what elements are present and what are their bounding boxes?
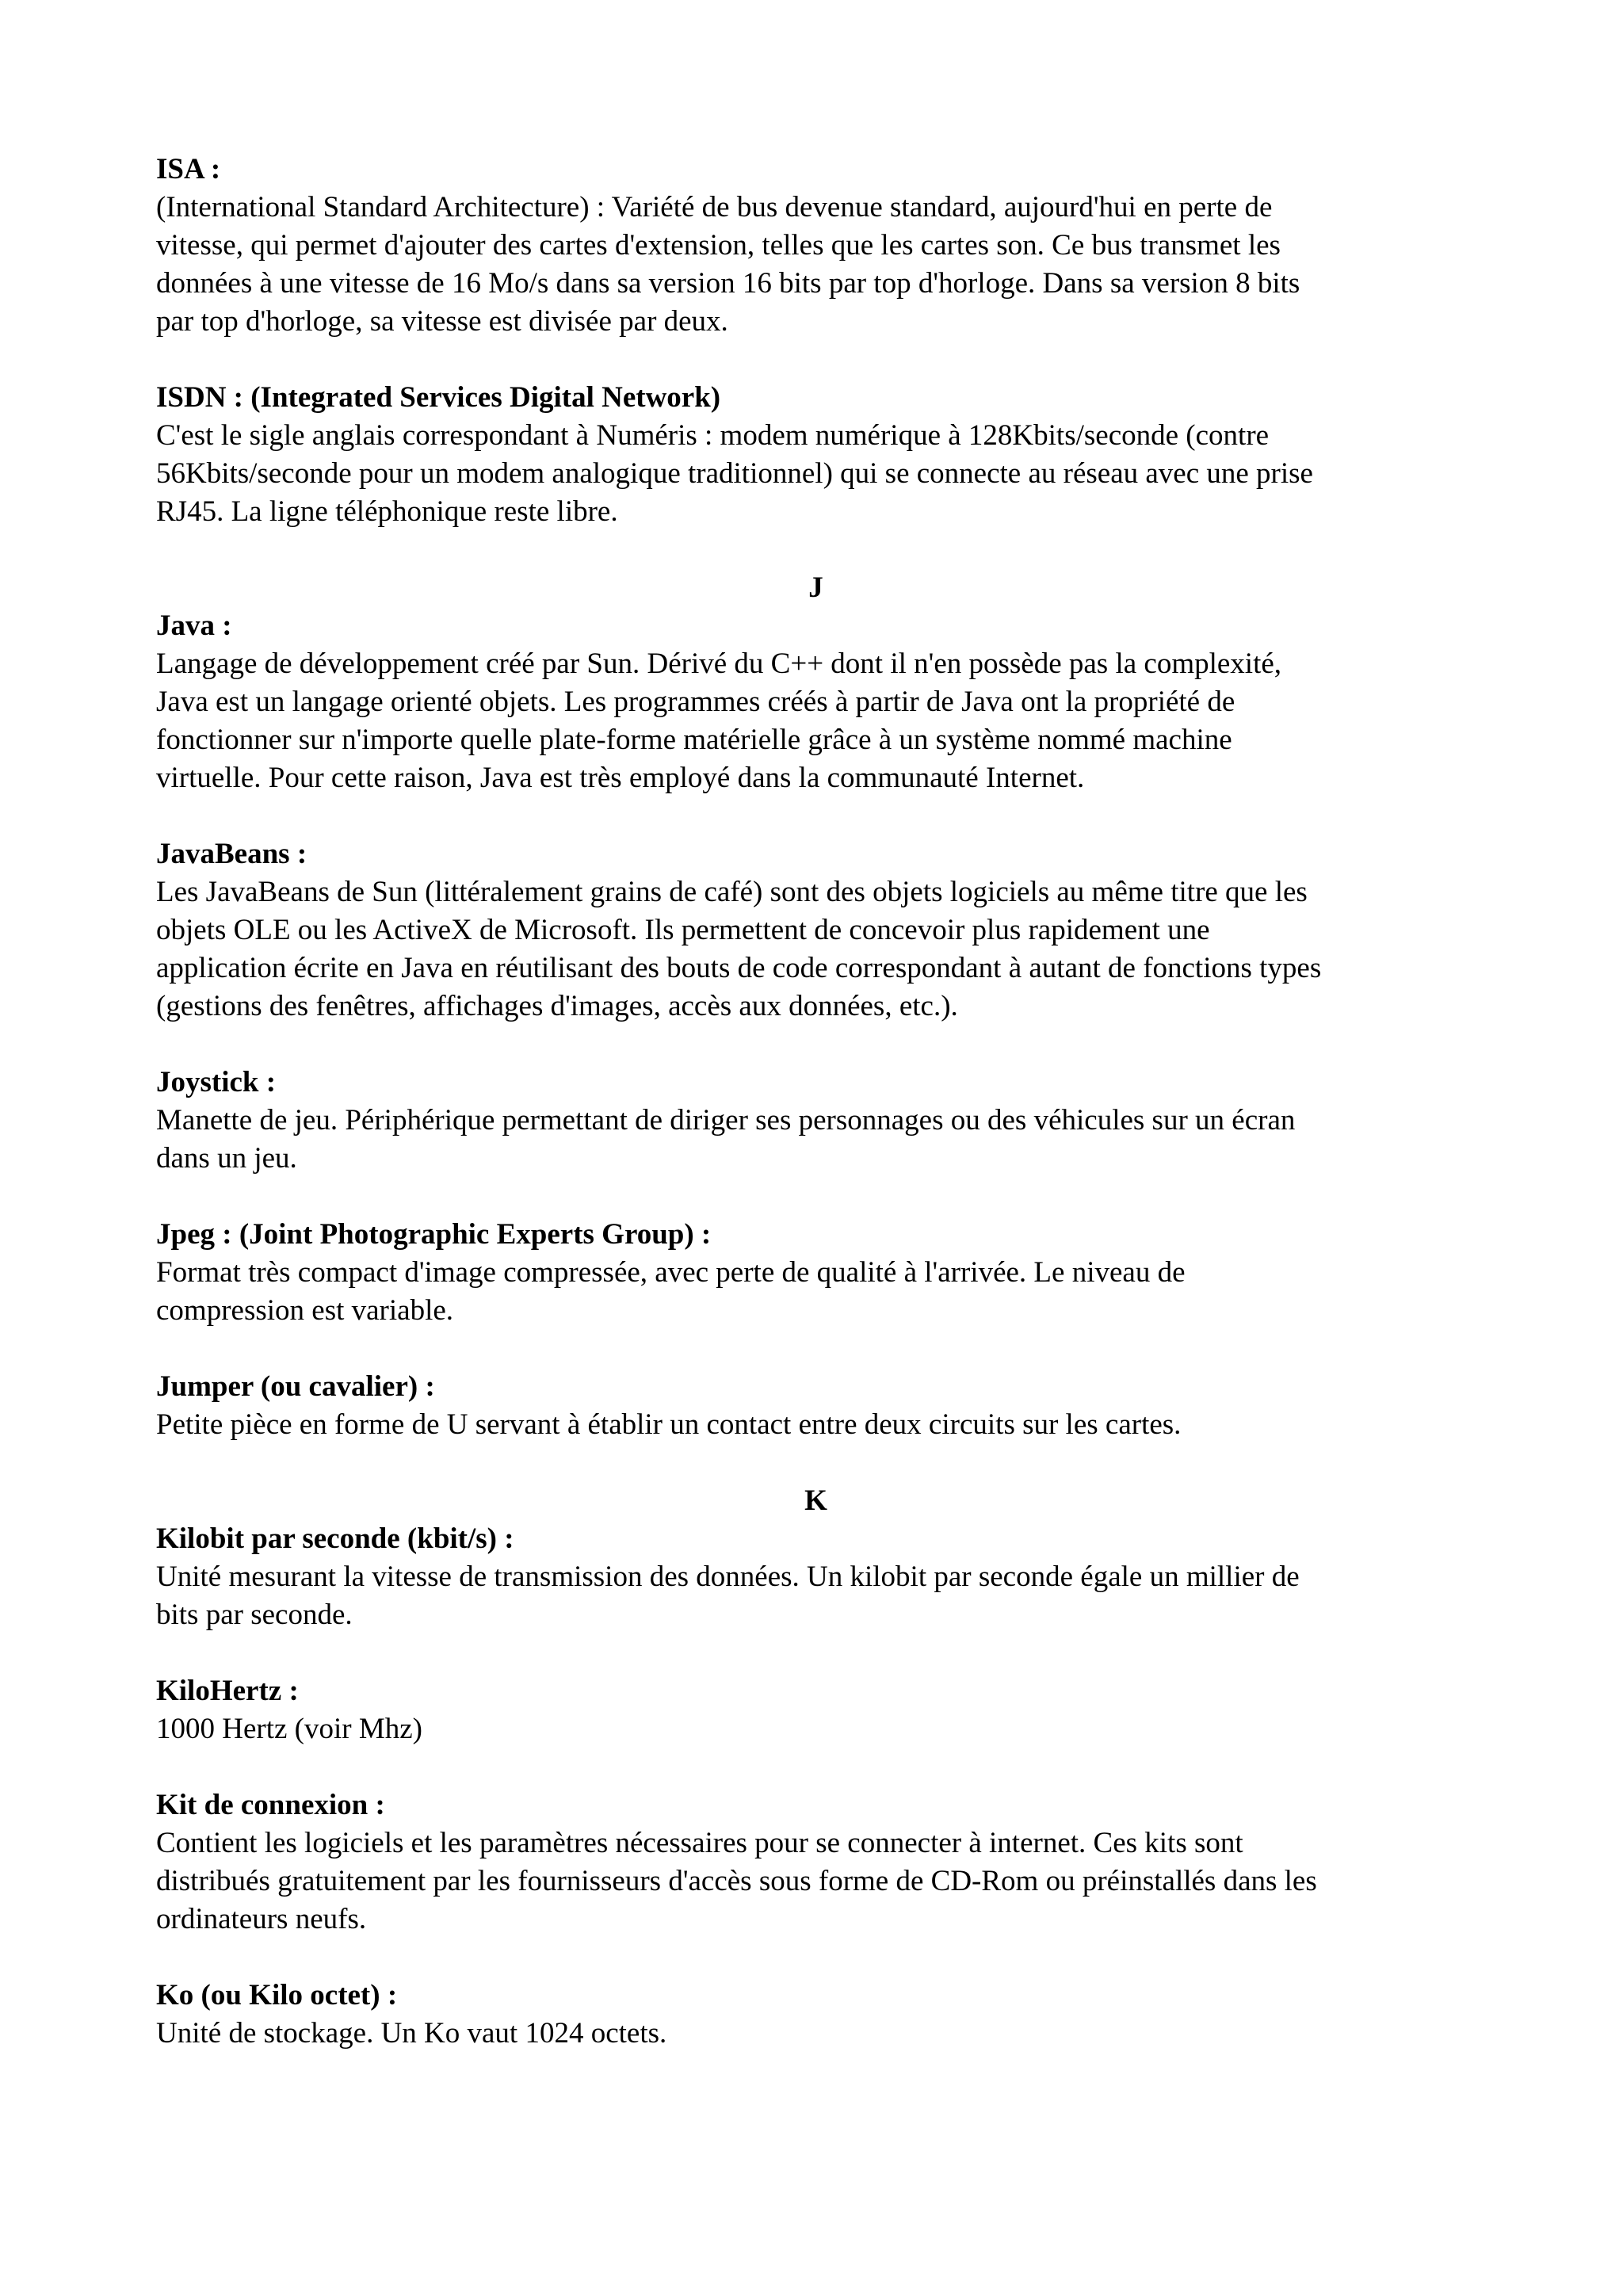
glossary-entry-jumper: [156, 1368, 1476, 1444]
glossary-entry-joystick: [156, 1064, 1476, 1178]
definition-line: RJ45. La ligne téléphonique reste libre.: [156, 495, 618, 528]
entry-definition: [156, 873, 1476, 1026]
glossary-entry-kilobit: [156, 1520, 1476, 1634]
definition-line: Langage de développement créé par Sun. Dérivé du C++ dont il n'en possède pas la complexité,: [156, 648, 1282, 680]
glossary-entry-ko: [156, 1977, 1476, 2053]
definition-line: Les JavaBeans de Sun (littéralement grains de café) sont des objets logiciels au même titre que les: [156, 876, 1308, 908]
definition-line: compression est variable.: [156, 1294, 454, 1327]
entry-definition: [156, 1406, 1476, 1444]
definition-line: données à une vitesse de 16 Mo/s dans sa version 16 bits par top d'horloge. Dans sa version 8 bits: [156, 267, 1300, 300]
definition-line: Format très compact d'image compressée, avec perte de qualité à l'arrivée. Le niveau de: [156, 1256, 1186, 1289]
definition-line: (International Standard Architecture) : Variété de bus devenue standard, aujourd'hui en perte de: [156, 191, 1273, 223]
definition-line: ordinateurs neufs.: [156, 1903, 367, 1935]
entry-definition: [156, 645, 1476, 797]
definition-line: 56Kbits/seconde pour un modem analogique traditionnel) qui se connecte au réseau avec une prise: [156, 457, 1313, 490]
entry-term: Jpeg : (Joint Photographic Experts Group) :: [156, 1218, 712, 1251]
entry-definition: [156, 1824, 1476, 1939]
definition-line: Unité mesurant la vitesse de transmission des données. Un kilobit par seconde égale un millier de: [156, 1561, 1300, 1593]
definition-line: Contient les logiciels et les paramètres nécessaires pour se connecter à internet. Ces kits sont: [156, 1827, 1243, 1859]
definition-line: application écrite en Java en réutilisant des bouts de code correspondant à autant de fonctions types: [156, 952, 1322, 984]
section-letter-j: J: [808, 571, 823, 604]
entry-term: ISA :: [156, 153, 221, 185]
entry-definition: [156, 189, 1476, 341]
definition-line: bits par seconde.: [156, 1599, 353, 1631]
glossary-entry-javabeans: [156, 835, 1476, 1026]
definition-line: virtuelle. Pour cette raison, Java est très employé dans la communauté Internet.: [156, 762, 1085, 794]
definition-line: (gestions des fenêtres, affichages d'images, accès aux données, etc.).: [156, 990, 958, 1022]
entry-term: Jumper (ou cavalier) :: [156, 1370, 435, 1403]
entry-definition: [156, 1710, 1476, 1748]
definition-line: dans un jeu.: [156, 1142, 297, 1175]
definition-line: distribués gratuitement par les fournisseurs d'accès sous forme de CD-Rom ou préinstallés dans les: [156, 1865, 1317, 1897]
entry-term: JavaBeans :: [156, 838, 307, 870]
definition-line: Unité de stockage. Un Ko vaut 1024 octets.: [156, 2017, 667, 2050]
entry-definition: [156, 417, 1476, 531]
definition-line: vitesse, qui permet d'ajouter des cartes d'extension, telles que les cartes son. Ce bus transmet les: [156, 229, 1281, 262]
definition-line: fonctionner sur n'importe quelle plate-forme matérielle grâce à un système nommé machine: [156, 724, 1232, 756]
glossary-entry-java: [156, 607, 1476, 797]
entry-term: Ko (ou Kilo octet) :: [156, 1979, 398, 2011]
entry-definition: [156, 1102, 1476, 1178]
definition-line: C'est le sigle anglais correspondant à Numéris : modem numérique à 128Kbits/seconde (contre: [156, 419, 1270, 452]
glossary-entry-isdn: [156, 379, 1476, 531]
entry-definition: [156, 1254, 1476, 1330]
entry-definition: [156, 2015, 1476, 2053]
glossary-entry-kilohertz: [156, 1672, 1476, 1748]
definition-line: objets OLE ou les ActiveX de Microsoft. Ils permettent de concevoir plus rapidement une: [156, 914, 1210, 946]
glossary-entry-kit-de-connexion: [156, 1786, 1476, 1939]
glossary-entry-jpeg: [156, 1216, 1476, 1330]
entry-term: Kit de connexion :: [156, 1789, 385, 1821]
entry-term: KiloHertz :: [156, 1675, 299, 1707]
definition-line: Manette de jeu. Périphérique permettant de diriger ses personnages ou des véhicules sur un écran: [156, 1104, 1296, 1137]
entry-term: Java :: [156, 609, 232, 642]
definition-line: Petite pièce en forme de U servant à établir un contact entre deux circuits sur les cartes.: [156, 1408, 1182, 1441]
glossary-entry-isa: [156, 151, 1476, 341]
entry-term: Joystick :: [156, 1066, 277, 1098]
definition-line: 1000 Hertz (voir Mhz): [156, 1713, 422, 1745]
entry-definition: [156, 1558, 1476, 1634]
definition-line: Java est un langage orienté objets. Les programmes créés à partir de Java ont la propriété de: [156, 686, 1235, 718]
entry-term: Kilobit par seconde (kbit/s) :: [156, 1522, 514, 1555]
entry-term: ISDN : (Integrated Services Digital Network): [156, 381, 721, 414]
section-letter-k: K: [804, 1484, 827, 1517]
glossary-page: [156, 151, 1476, 2091]
definition-line: par top d'horloge, sa vitesse est divisée par deux.: [156, 305, 728, 338]
